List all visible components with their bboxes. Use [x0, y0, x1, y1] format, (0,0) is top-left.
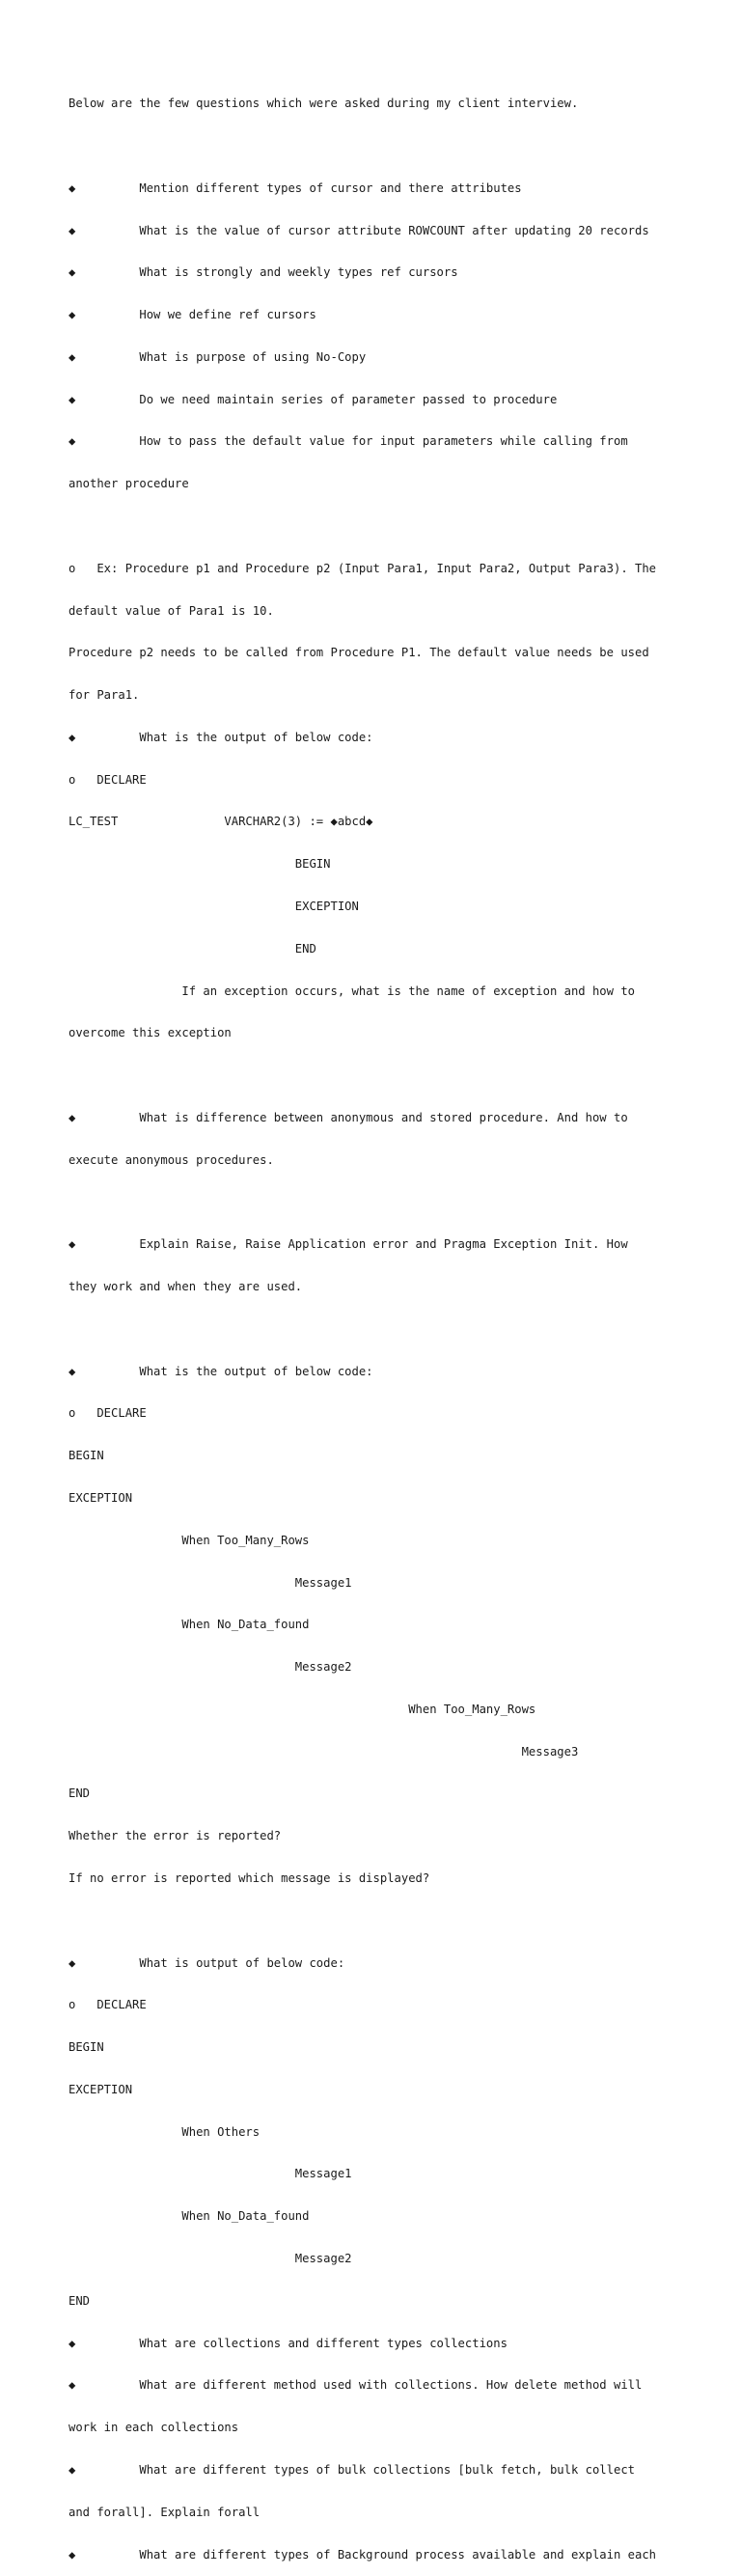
text-line: Message2 — [69, 1660, 352, 1675]
text-line: ◆ Explain Raise, Raise Application error and Pragma Exception Init. How — [69, 1237, 628, 1252]
text-line — [69, 1322, 686, 1337]
text-line: o DECLARE — [69, 772, 147, 787]
text-line: BEGIN — [69, 857, 331, 872]
text-line: Procedure p2 needs to be called from Procedure P1. The default value needs be used — [69, 646, 649, 660]
text-line: ◆ Do we need maintain series of parameter passed to procedure — [69, 392, 558, 406]
text-line: work in each collections — [69, 2421, 239, 2435]
text-line: ◆ What are collections and different types collections — [69, 2336, 508, 2350]
text-line: When Others — [69, 2124, 261, 2139]
text-line: If an exception occurs, what is the name of exception and how to — [69, 983, 635, 998]
text-line: When Too_Many_Rows — [69, 1702, 536, 1716]
text-line: ◆ What is the value of cursor attribute ROWCOUNT after updating 20 records — [69, 223, 649, 237]
text-line: BEGIN — [69, 1449, 104, 1463]
text-line: Message3 — [69, 1744, 579, 1759]
text-line: EXCEPTION — [69, 1490, 133, 1505]
text-line: ◆ What is difference between anonymous and stored procedure. And how to — [69, 1110, 628, 1124]
text-line: END — [69, 2293, 91, 2308]
text-line: ◆ What is strongly and weekly types ref cursors — [69, 265, 458, 280]
text-line: execute anonymous procedures. — [69, 1152, 274, 1167]
text-line: Message2 — [69, 2252, 352, 2266]
text-line: overcome this exception — [69, 1026, 232, 1040]
text-line: ◆ What is purpose of using No-Copy — [69, 349, 367, 364]
text-line: Message1 — [69, 1575, 352, 1590]
text-line: BEGIN — [69, 2040, 104, 2055]
text-line: ◆ How we define ref cursors — [69, 308, 316, 322]
text-line — [69, 139, 686, 153]
text-line: ◆ Mention different types of cursor and there attributes — [69, 180, 522, 195]
text-line: ◆ What is output of below code: — [69, 1955, 345, 1970]
text-line: END — [69, 1787, 91, 1801]
text-line: When Too_Many_Rows — [69, 1533, 310, 1547]
text-line — [69, 1914, 686, 1928]
text-line: ◆ What are different types of bulk collections [bulk fetch, bulk collect — [69, 2462, 635, 2477]
text-line: ◆ What is the output of below code: — [69, 1364, 373, 1378]
text-line: When No_Data_found — [69, 2209, 310, 2224]
text-line: END — [69, 941, 316, 956]
text-line: EXCEPTION — [69, 2082, 133, 2096]
text-line: ◆ How to pass the default value for input parameters while calling from — [69, 434, 628, 449]
text-line: and forall]. Explain forall — [69, 2505, 261, 2519]
text-line — [69, 519, 686, 534]
document-body — [69, 69, 686, 2576]
text-line: ◆ What is the output of below code: — [69, 730, 373, 744]
text-line: If no error is reported which message is displayed? — [69, 1871, 430, 1885]
text-line — [69, 1196, 686, 1210]
text-line: o DECLARE — [69, 1406, 147, 1421]
text-line: for Para1. — [69, 688, 140, 703]
text-line: default value of Para1 is 10. — [69, 603, 274, 618]
text-line: another procedure — [69, 477, 189, 491]
text-line: EXCEPTION — [69, 900, 359, 914]
text-line: ◆ What are different method used with collections. How delete method will — [69, 2378, 643, 2393]
text-line: o DECLARE — [69, 1998, 147, 2012]
text-line — [69, 1068, 686, 1083]
text-line: Below are the few questions which were asked during my client interview. — [69, 97, 579, 111]
text-line: o Ex: Procedure p1 and Procedure p2 (Input Para1, Input Para2, Output Para3). The — [69, 561, 657, 575]
text-line: they work and when they are used. — [69, 1280, 303, 1294]
text-line: When No_Data_found — [69, 1618, 310, 1632]
text-line: Message1 — [69, 2167, 352, 2181]
text-line: Whether the error is reported? — [69, 1829, 282, 1843]
text-line: LC_TEST VARCHAR2(3) := ◆abcd◆ — [69, 815, 373, 829]
text-line: ◆ What are different types of Background process available and explain each — [69, 2547, 657, 2562]
